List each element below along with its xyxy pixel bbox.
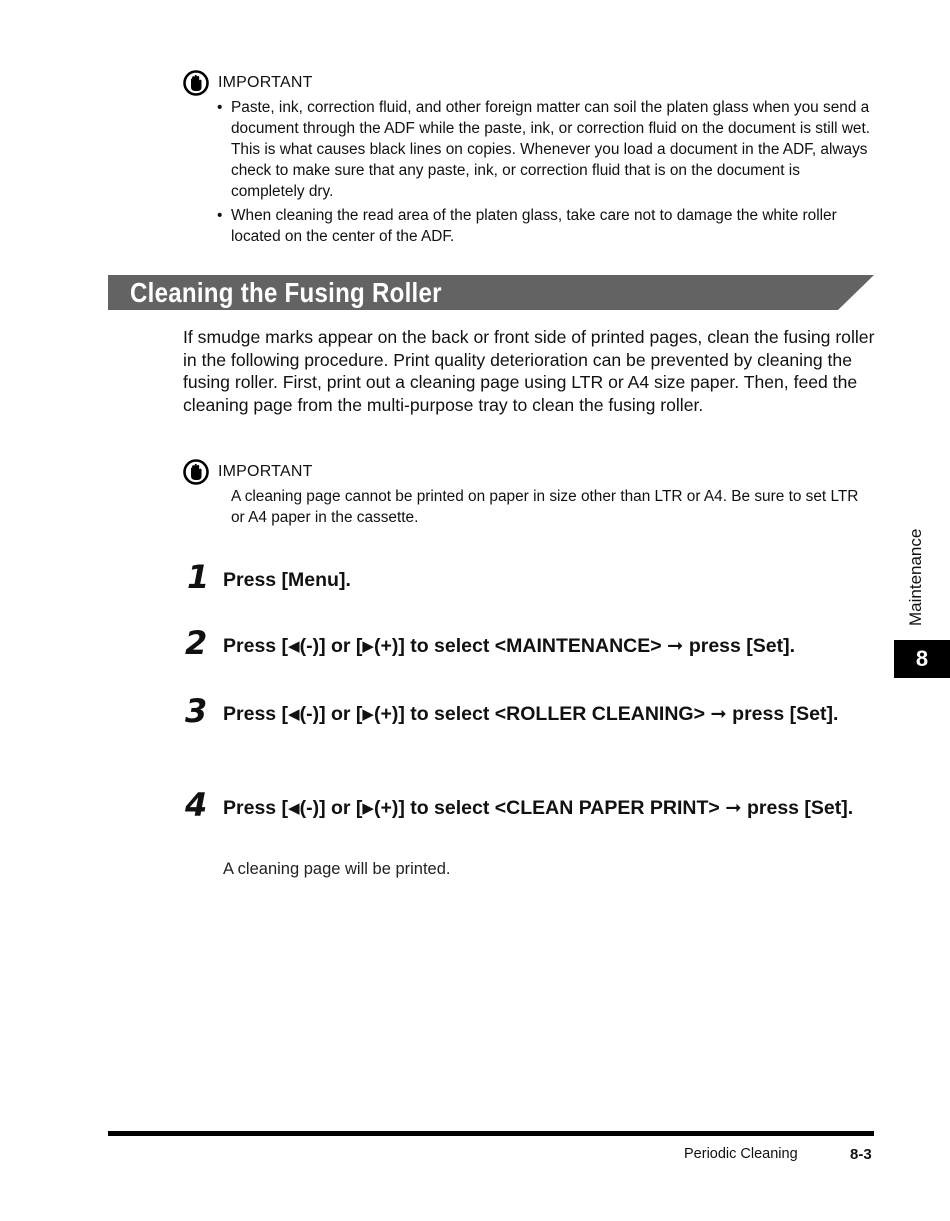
right-triangle-icon: ▶: [362, 800, 374, 817]
arrow-right-icon: ➞: [710, 703, 727, 725]
left-triangle-icon: ◀: [288, 800, 300, 817]
list-item: • Paste, ink, correction fluid, and other foreign matter can soil the platen glass when you send a document through the ADF while the paste, ink, or correction fluid on the document is still wet. This is what causes black lines on copies. Whenever you load a document in the ADF, always check to make sure that any paste, ink, or correction fluid that is on the document is completely dry.: [216, 97, 876, 202]
right-triangle-icon: ▶: [362, 706, 374, 723]
step-text: Press [◀(-)] or [▶(+)] to select <MAINTENANCE> ➞ press [Set].: [223, 635, 796, 657]
step-number: 3: [185, 692, 208, 730]
step-text: Press [Menu].: [223, 569, 351, 591]
footer-section-name: Periodic Cleaning: [684, 1146, 798, 1162]
step-number: 1: [187, 558, 210, 596]
arrow-right-icon: ➞: [667, 635, 684, 657]
step-number: 2: [185, 624, 208, 662]
intro-paragraph: If smudge marks appear on the back or front side of printed pages, clean the fusing roller in the following procedure. Print quality deterioration can be prevented by cleaning the fusing roller. First, print out a cleaning page using LTR or A4 size paper. Then, feed the cleaning page from the multi-purpose tray to clean the fusing roller.: [183, 327, 875, 415]
step-note: A cleaning page will be printed.: [223, 860, 451, 878]
important-text: A cleaning page cannot be printed on paper in size other than LTR or A4. Be sure to set LTR or A4 paper in the cassette.: [231, 488, 859, 526]
list-item: • When cleaning the read area of the platen glass, take care not to damage the white roller located on the center of the ADF.: [216, 205, 876, 247]
step-number: 4: [185, 786, 208, 824]
hand-stop-icon: [183, 70, 209, 96]
section-title: Cleaning the Fusing Roller: [130, 277, 442, 308]
step-text: Press [◀(-)] or [▶(+)] to select <CLEAN PAPER PRINT> ➞ press [Set].: [223, 797, 854, 819]
left-triangle-icon: ◀: [288, 638, 300, 655]
side-tab-label: Maintenance: [906, 528, 925, 626]
chapter-tab: 8: [894, 640, 950, 678]
left-triangle-icon: ◀: [288, 706, 300, 723]
footer-rule: [108, 1131, 874, 1136]
hand-stop-icon: [183, 459, 209, 485]
important-label: IMPORTANT: [218, 74, 313, 91]
right-triangle-icon: ▶: [362, 638, 374, 655]
page-number: 8-3: [850, 1146, 872, 1163]
section-banner: [108, 275, 874, 310]
important-bullet-list: [216, 97, 876, 250]
step-text: Press [◀(-)] or [▶(+)] to select <ROLLER CLEANING> ➞ press [Set].: [223, 703, 839, 725]
arrow-right-icon: ➞: [725, 797, 742, 819]
important-label: IMPORTANT: [218, 463, 313, 480]
